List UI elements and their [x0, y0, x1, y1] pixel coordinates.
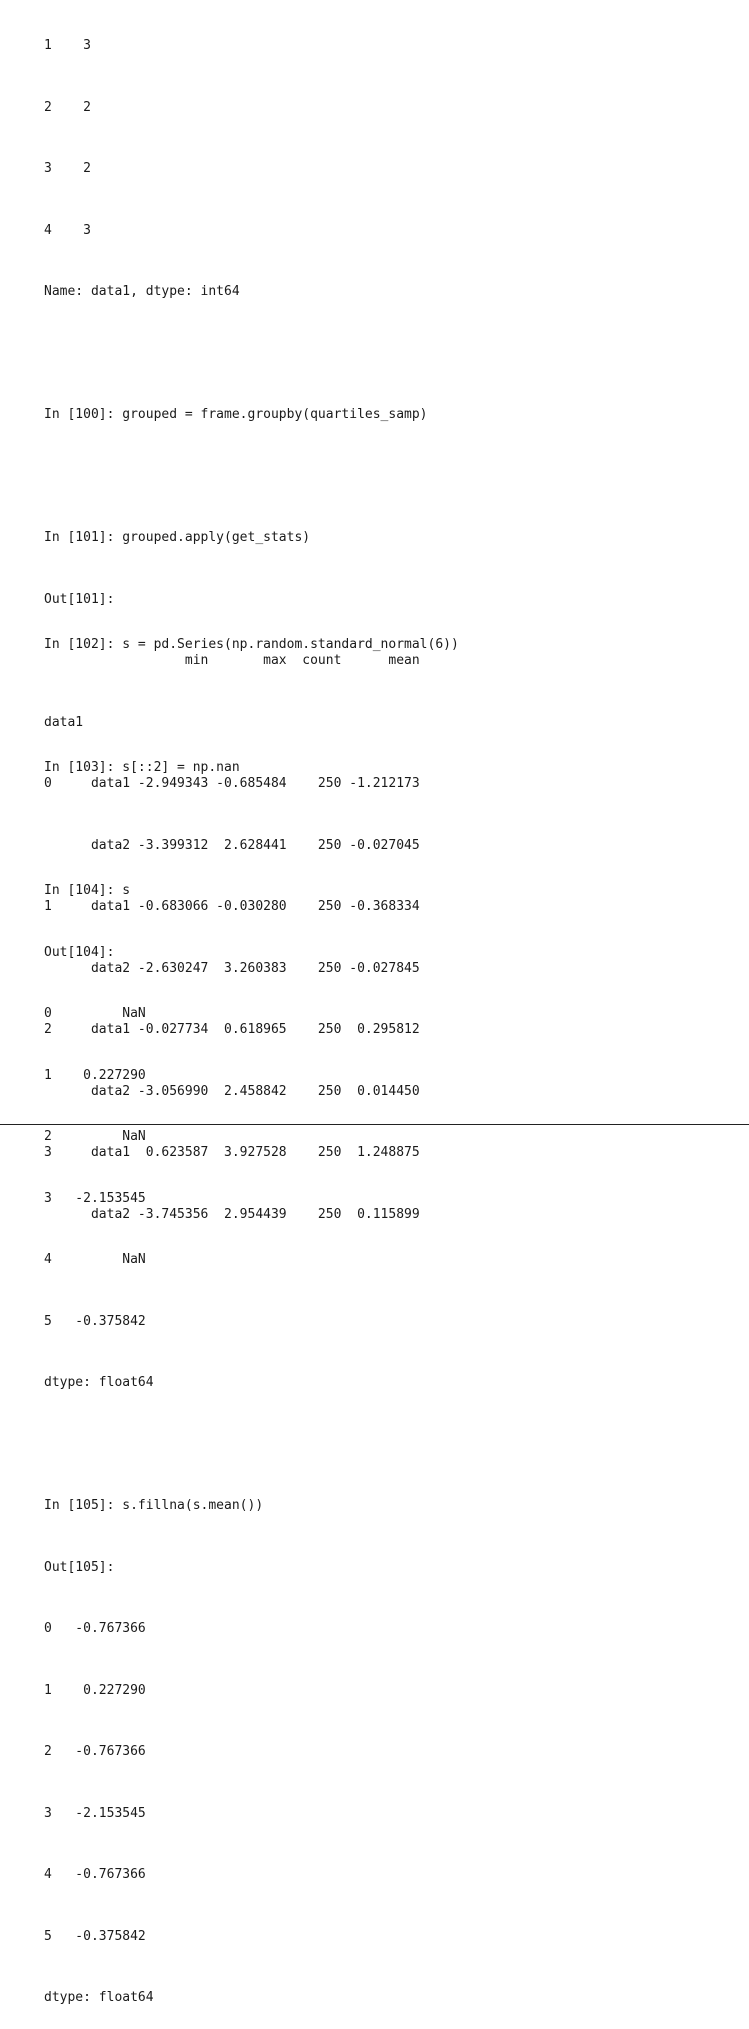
- series-row: 2 NaN: [44, 1129, 146, 1144]
- series-row: 1 0.227290: [44, 1682, 146, 1698]
- series-row: 5 -0.375842: [44, 1313, 146, 1329]
- table-row: data2 -3.399312 2.628441 250 -0.027045: [44, 837, 420, 853]
- code-line: dtype: float64: [44, 1375, 154, 1390]
- code-line: [44, 1435, 459, 1456]
- table-index-name: data1: [44, 714, 84, 730]
- table-header-row: min max count mean: [44, 653, 420, 668]
- series-row: 1 0.227290: [44, 1067, 146, 1083]
- table-row: 2 data1 -0.027734 0.618965 250 0.295812: [44, 1022, 420, 1037]
- table-row: data2 -2.630247 3.260383 250 -0.027845: [44, 960, 420, 976]
- code-line: In [103]: s[::2] = np.nan: [44, 760, 240, 775]
- code-line: Out[101]:: [44, 591, 115, 607]
- code-line: Out[105]:: [44, 1559, 115, 1575]
- page-footer-rule: [0, 1124, 749, 1125]
- series-row: 5 -0.375842: [44, 1928, 146, 1944]
- code-line: Out[104]:: [44, 944, 115, 960]
- series-row: 0 NaN: [44, 1006, 146, 1021]
- code-line: [44, 344, 428, 365]
- table-row: data2 -3.056990 2.458842 250 0.014450: [44, 1083, 420, 1099]
- series-row: 3 -2.153545: [44, 1805, 146, 1821]
- code-line: In [102]: s = pd.Series(np.random.standard_normal(6)): [44, 637, 459, 652]
- code-line: 2 2: [44, 99, 91, 115]
- code-line: 4 3: [44, 222, 91, 238]
- code-output-block-bottom: [44, 594, 459, 2029]
- code-line: 1 3: [44, 38, 91, 53]
- code-line: Name: data1, dtype: int64: [44, 284, 240, 299]
- table-row: data2 -3.745356 2.954439 250 0.115899: [44, 1206, 420, 1222]
- code-line: In [101]: grouped.apply(get_stats): [44, 530, 311, 545]
- series-row: 0 -0.767366: [44, 1621, 146, 1636]
- series-row: 3 -2.153545: [44, 1190, 146, 1206]
- code-line: [44, 467, 428, 488]
- code-line: [44, 820, 459, 841]
- code-line: 3 2: [44, 161, 91, 176]
- code-line: In [100]: grouped = frame.groupby(quartiles_samp): [44, 407, 428, 422]
- code-line: In [104]: s: [44, 883, 131, 898]
- table-row: 0 data1 -2.949343 -0.685484 250 -1.212173: [44, 776, 420, 791]
- code-line: [44, 697, 459, 718]
- table-row: 1 data1 -0.683066 -0.030280 250 -0.368334: [44, 899, 420, 914]
- series-row: 2 -0.767366: [44, 1744, 146, 1759]
- code-line: dtype: float64: [44, 1990, 154, 2005]
- series-row: 4 -0.767366: [44, 1867, 146, 1882]
- table-row: 3 data1 0.623587 3.927528 250 1.248875: [44, 1145, 420, 1160]
- code-line: In [105]: s.fillna(s.mean()): [44, 1498, 264, 1513]
- series-row: 4 NaN: [44, 1252, 146, 1267]
